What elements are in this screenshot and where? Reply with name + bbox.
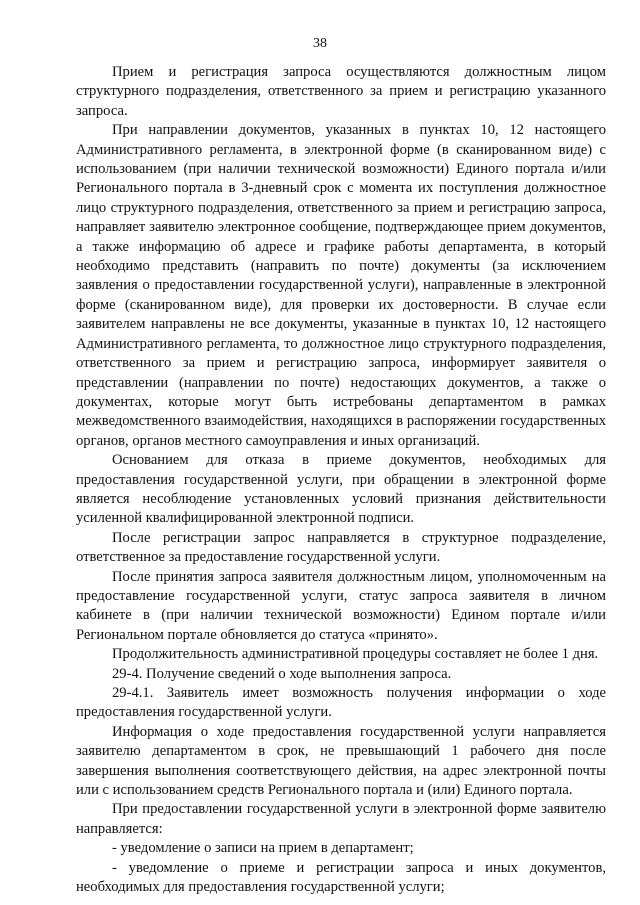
section-heading-29-4: 29-4. Получение сведений о ходе выполнения запроса. [112, 665, 452, 682]
page-number: 38 [313, 36, 327, 51]
paragraph-29-4-1: 29-4.1. Заявитель имеет возможность получения информации о ходе предоставления государственной услуги. [76, 685, 606, 721]
paragraph-registration: Прием и регистрация запроса осуществляются должностным лицом структурного подразделения, ответственного за прием и регистрацию указанного запроса. [76, 64, 606, 119]
list-item-appointment-notice: - уведомление о записи на прием в департамент; [112, 840, 414, 857]
document-body [76, 63, 606, 897]
paragraph-refusal-grounds: Основанием для отказа в приеме документов, необходимых для предоставления государственной услуги, при обращении в электронной форме является несоблюдение установленных условий признания действительности усиленной квалифицированной электронной подписи. [76, 452, 606, 527]
paragraph-electronic-submission: При направлении документов, указанных в пунктах 10, 12 настоящего Административного регламента, в электронной форме (в сканированном виде) с использованием (при наличии технической возможности) Единого портала и/или Регионального портала в 3-дневный срок с момента их поступления должностное лицо структурного подразделения, ответственного за прием и регистрацию запроса, направляет заявителю электронное сообщение, подтверждающее прием документов, а также информацию об адресе и графике работы департамента, в который необходимо представить (направить по почте) документы (за исключением заявления о предоставлении государственной услуги), направленные в электронной форме (сканированном виде), для проверки их достоверности. В случае если заявителем направлены не все документы, указанные в пунктах 10, 12 настоящего Административного регламента, то должностное лицо структурного подразделения, ответственного за прием и регистрацию запроса, информирует заявителя о представлении (направлении по почте) недостающих документов, а также о документах, которые могут быть истребованы департаментом в рамках межведомственного взаимодействия, находящихся в распоряжении государственных органов, органов местного самоуправления и иных организаций. [76, 122, 606, 449]
paragraph-duration: Продолжительность административной процедуры составляет не более 1 дня. [112, 646, 599, 663]
list-item-registration-notice: - уведомление о приеме и регистрации запроса и иных документов, необходимых для предоставления государственной услуги; [76, 859, 606, 896]
paragraph-progress-info: Информация о ходе предоставления государственной услуги направляется заявителю департаментом в срок, не превышающий 1 рабочего дня после завершения выполнения соответствующего действия, на адрес электронной почты или с использованием средств Регионального портала и (или) Единого портала. [76, 723, 606, 799]
paragraph-notifications-intro: При предоставлении государственной услуги в электронной форме заявителю направляется: [76, 801, 606, 837]
paragraph-after-registration: После регистрации запрос направляется в структурное подразделение, ответственное за предоставление государственной услуги. [76, 529, 606, 566]
paragraph-status-update: После принятия запроса заявителя должностным лицом, уполномоченным на предоставление государственной услуги, статус запроса заявителя в личном кабинете в (при наличии технической возможности) Едином портале и/или Региональном портале обновляется до статуса «принято». [76, 568, 606, 643]
